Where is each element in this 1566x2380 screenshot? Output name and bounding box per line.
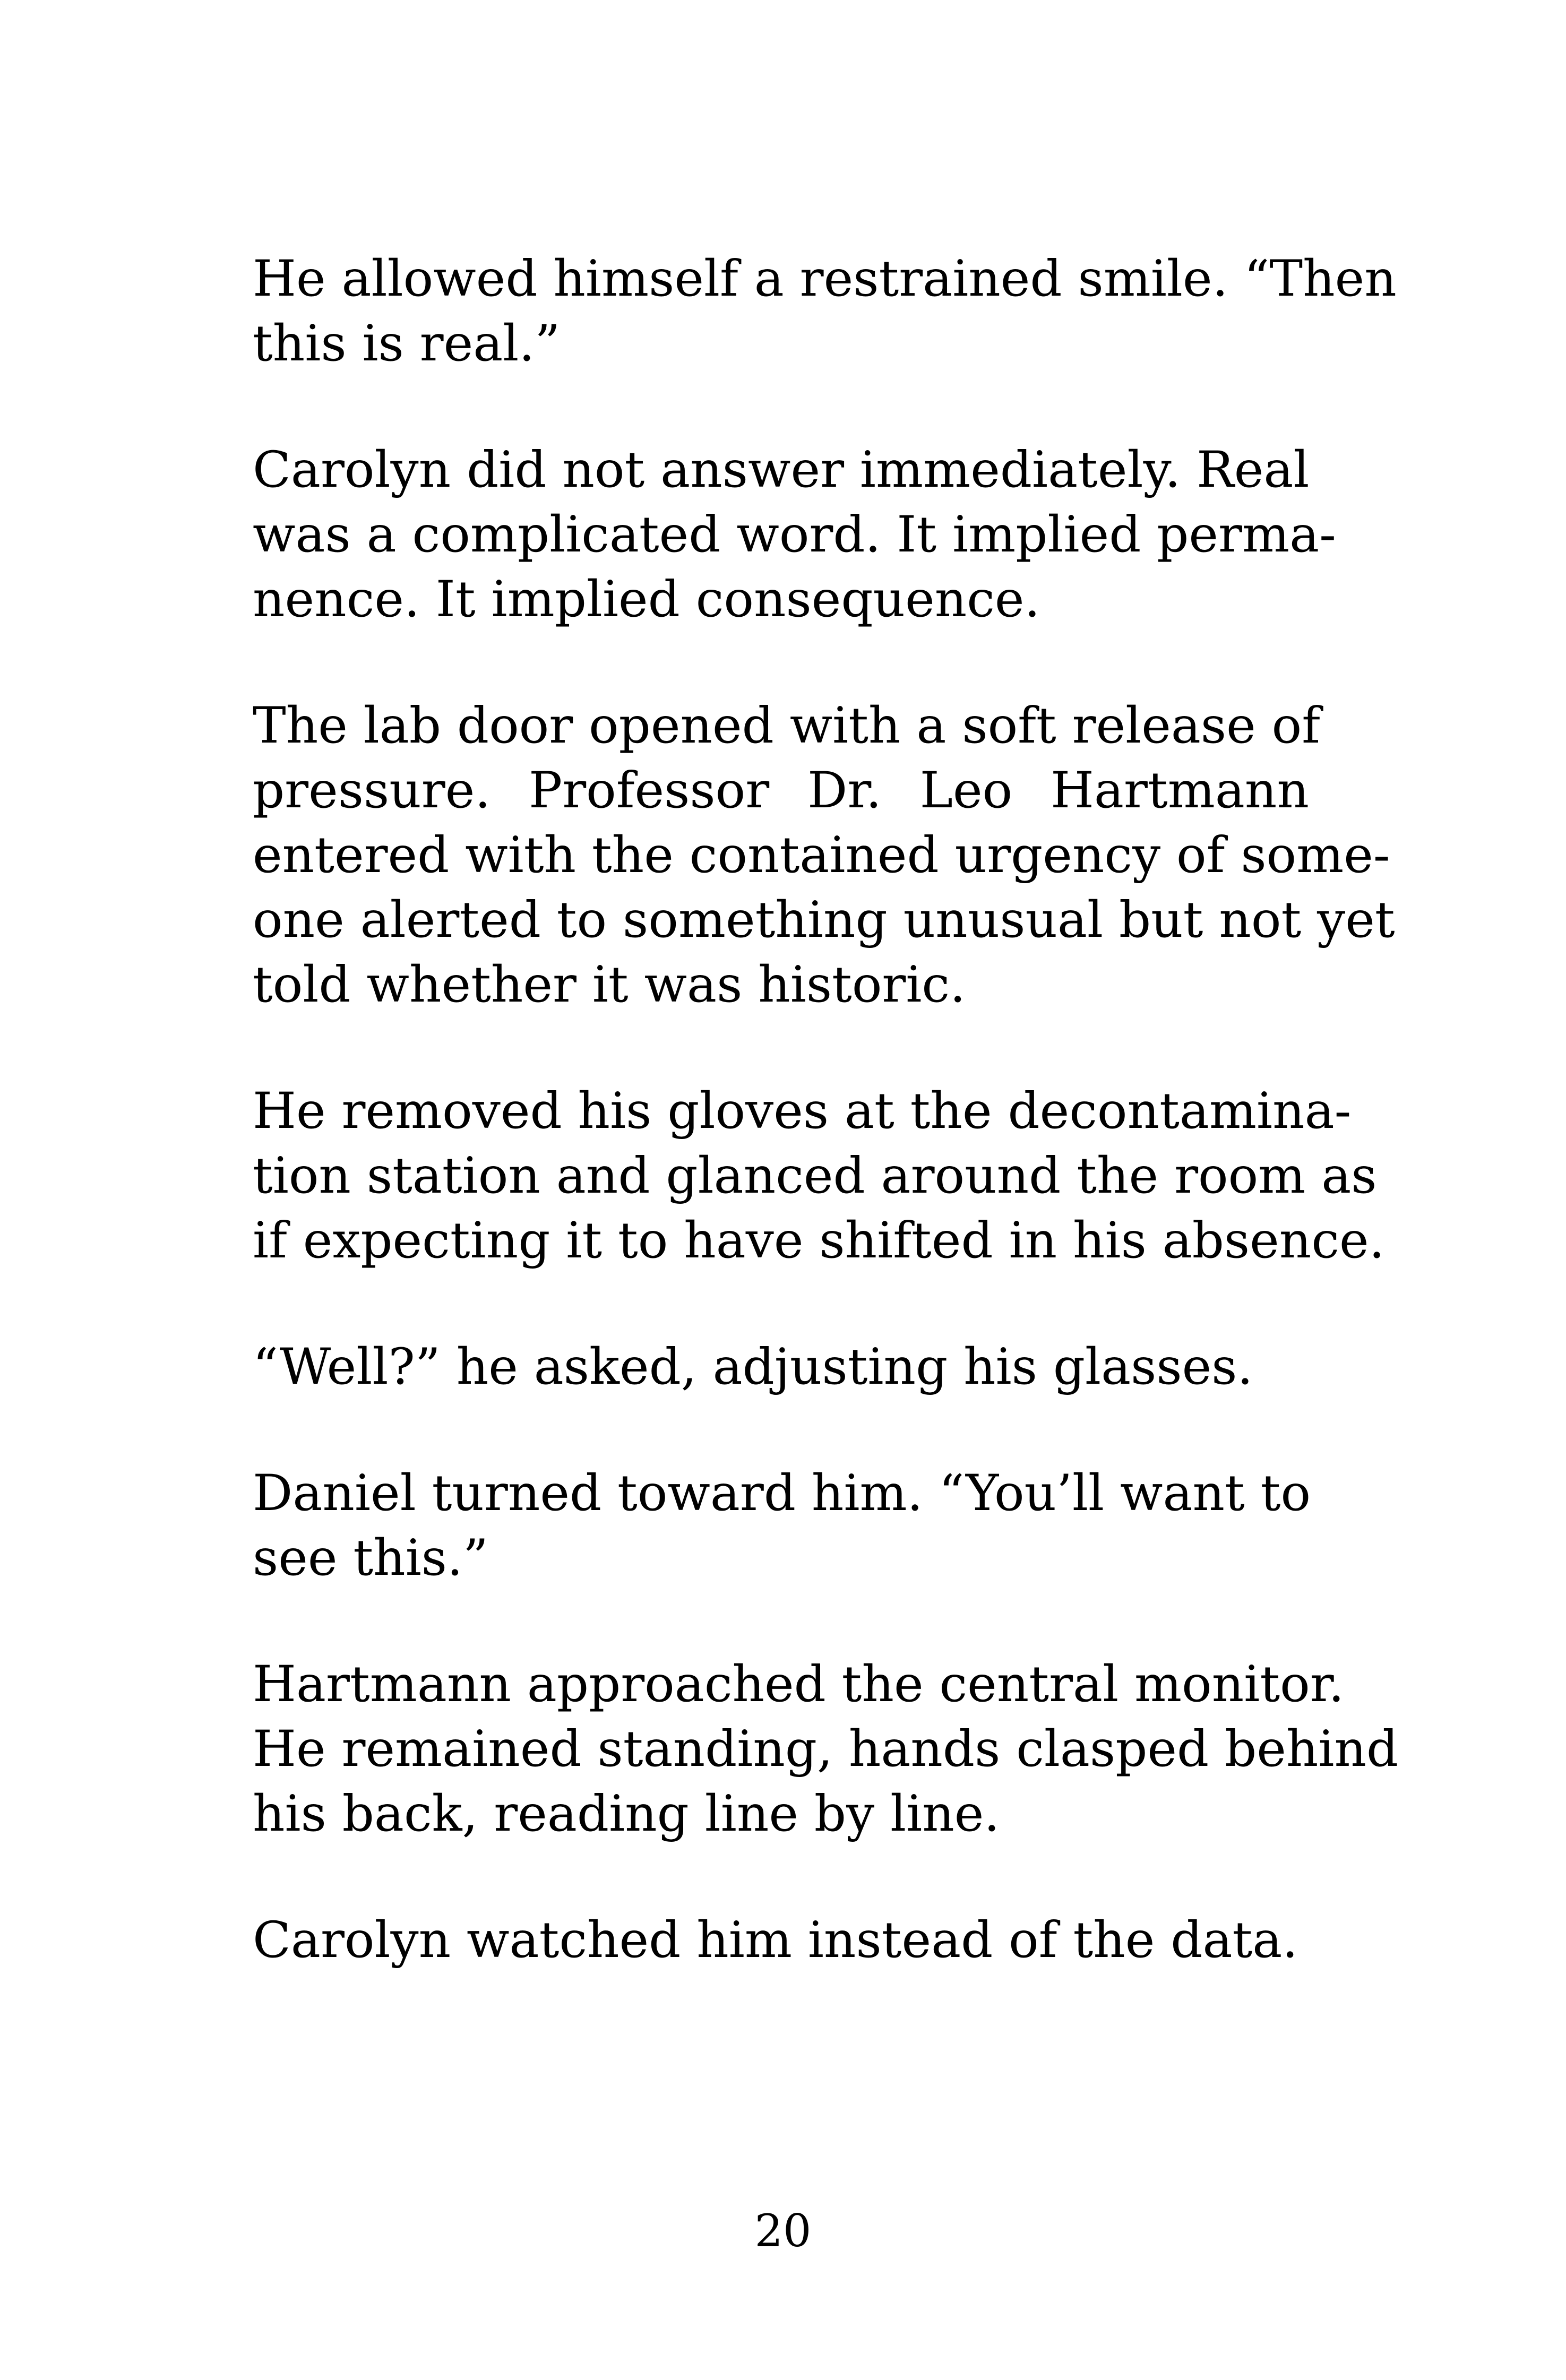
paragraph bbox=[253, 1461, 1309, 1591]
text-line: his back, reading line by line. bbox=[253, 1785, 1000, 1843]
text-line: He removed his gloves at the decontamina- bbox=[253, 1082, 1352, 1140]
text-line: one alerted to something unusual but not yet bbox=[253, 891, 1395, 949]
text-line: see this.” bbox=[253, 1529, 488, 1587]
paragraph bbox=[253, 1335, 1309, 1400]
text-line: Carolyn watched him instead of the data. bbox=[253, 1911, 1298, 1969]
text-line: He allowed himself a restrained smile. “Then bbox=[253, 250, 1397, 308]
text-line: if expecting it to have shifted in his absence. bbox=[253, 1212, 1385, 1270]
text-line: this is real.” bbox=[253, 315, 561, 373]
text-line: “Well?” he asked, adjusting his glasses. bbox=[253, 1338, 1253, 1396]
paragraph bbox=[253, 694, 1395, 1017]
text-line: Hartmann approached the central monitor. bbox=[253, 1655, 1345, 1713]
text-line: He remained standing, hands clasped behind bbox=[253, 1720, 1399, 1778]
text-line: entered with the contained urgency of some- bbox=[253, 826, 1390, 884]
page-number: 20 bbox=[754, 2205, 812, 2257]
paragraph bbox=[253, 438, 1336, 632]
paragraph bbox=[253, 1908, 1309, 1973]
text-line: tion station and glanced around the room as bbox=[253, 1147, 1377, 1205]
text-line: nence. It implied consequence. bbox=[253, 571, 1040, 628]
text-line: was a complicated word. It implied perma- bbox=[253, 506, 1336, 564]
text-line: Carolyn did not answer immediately. Real bbox=[253, 441, 1310, 499]
paragraph bbox=[253, 1079, 1385, 1273]
text-line: Daniel turned toward him. “You’ll want to bbox=[253, 1464, 1311, 1522]
text-line: told whether it was historic. bbox=[253, 956, 966, 1014]
paragraph bbox=[253, 1652, 1399, 1847]
body-text bbox=[253, 247, 1399, 1973]
text-line: pressure. Professor Dr. Leo Hartmann bbox=[253, 762, 1309, 820]
paragraph bbox=[253, 247, 1397, 376]
text-line: The lab door opened with a soft release of bbox=[253, 697, 1321, 755]
